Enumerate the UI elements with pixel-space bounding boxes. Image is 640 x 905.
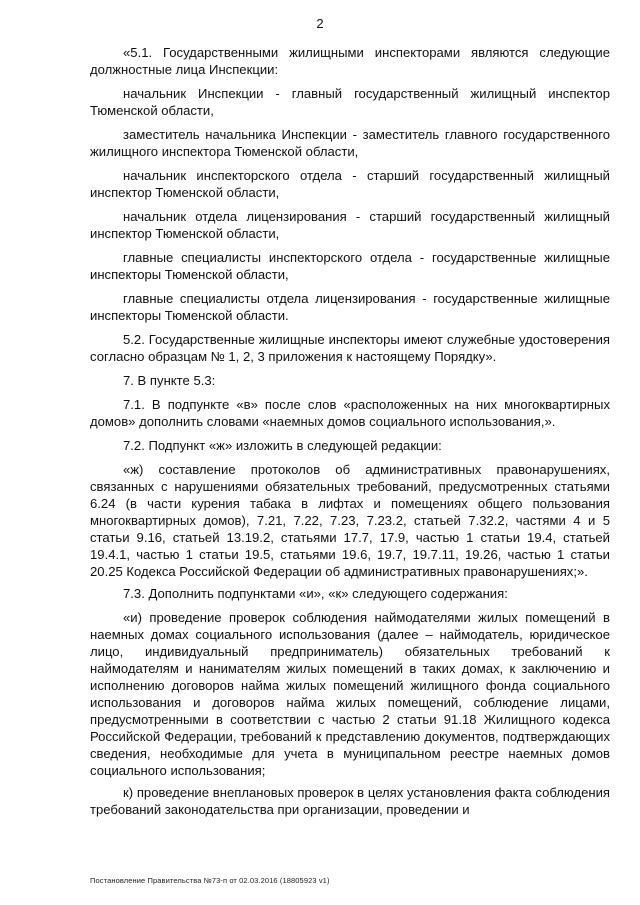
- paragraph-head-inspection-dept: начальник инспекторского отдела - старший государственный жилищный инспектор Тюменской области,: [90, 168, 610, 200]
- paragraph-deputy-head: заместитель начальника Инспекции - заместитель главного государственного жилищного инспектора Тюменской области,: [90, 127, 610, 159]
- paragraph-7-1: 7.1. В подпункте «в» после слов «расположенных на них многоквартирных домов» дополнить словами «наемных домов социального использования,».: [90, 397, 610, 429]
- paragraph-head-of-inspection: начальник Инспекции - главный государственный жилищный инспектор Тюменской области,: [90, 86, 610, 118]
- paragraph-chief-specialists-inspection: главные специалисты инспекторского отдела - государственные жилищные инспекторы Тюменской области,: [90, 250, 610, 282]
- document-footer: Постановление Правительства №73-п от 02.03.2016 (18805923 v1): [90, 876, 330, 885]
- paragraph-7-3: 7.3. Дополнить подпунктами «и», «к» следующего содержания:: [123, 586, 508, 601]
- paragraph-head-licensing-dept: начальник отдела лицензирования - старший государственный жилищный инспектор Тюменской области,: [90, 209, 610, 241]
- paragraph-5-2: 5.2. Государственные жилищные инспекторы имеют служебные удостоверения согласно образцам № 1, 2, 3 приложения к настоящему Порядку».: [90, 332, 610, 364]
- document-body: [90, 44, 610, 825]
- paragraph-subpoint-zh: «ж) составление протоколов об административных правонарушениях, связанных с нарушениями обязательных требований, предусмотренных статьями 6.24 (в части курения табака в лифтах и помещениях общего пользования многоквартирных домов), 7.21, 7.22, 7.23, 7.23.2, статьей 7.32.2, частями 4 и 5 статьи 9.16, статьей 13.19.2, статьями 17.7, 17.9, частью 1 статьи 19.4, статьей 19.4.1, частью 1 статьи 19.5, статьями 19.6, 19.7, 19.7.11, 19.26, частью 1 статьи 20.25 Кодекса Российской Федерации об административных правонарушениях;».: [90, 462, 610, 579]
- paragraph-subpoint-k: к) проведение внеплановых проверок в целях установления факта соблюдения требований законодательства при организации, проведении и: [90, 785, 610, 817]
- paragraph-5-1-intro: «5.1. Государственными жилищными инспекторами являются следующие должностные лица Инспекции:: [90, 45, 610, 77]
- page-number: 2: [316, 16, 324, 31]
- paragraph-7: 7. В пункте 5.3:: [123, 373, 216, 388]
- paragraph-subpoint-i: «и) проведение проверок соблюдения наймодателями жилых помещений в наемных домах социального использования (далее – наймодатель, юридическое лицо, индивидуальный предприниматель) обязательных требований к наймодателям и нанимателям жилых помещений в таких домах, к заключению и исполнению договоров найма жилых помещений жилищного фонда социального использования и договоров найма жилых помещений, соблюдение лицами, предусмотренными в соответствии с частью 2 статьи 91.18 Жилищного кодекса Российской Федерации, требований к представлению документов, подтверждающих сведения, необходимые для учета в муниципальном реестре наемных домов социального использования;: [90, 610, 610, 778]
- paragraph-7-2: 7.2. Подпункт «ж» изложить в следующей редакции:: [123, 438, 442, 453]
- paragraph-chief-specialists-licensing: главные специалисты отдела лицензирования - государственные жилищные инспекторы Тюменской области.: [90, 291, 610, 323]
